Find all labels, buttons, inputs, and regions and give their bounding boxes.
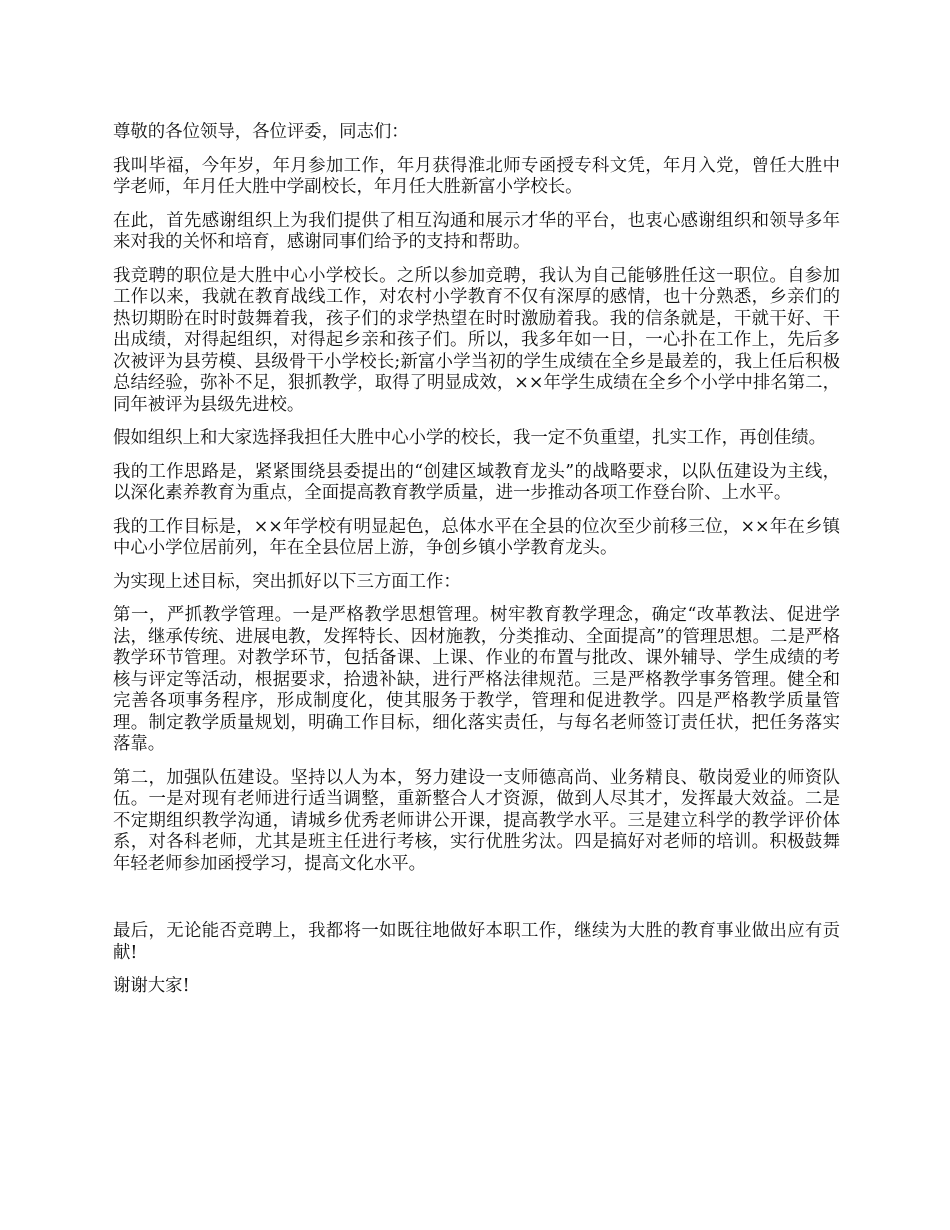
paragraph-teaching-management: 第一，严抓教学管理。一是严格教学思想管理。树牢教育教学理念，确定“改革教法、促进学法，继承传统、进展电教，发挥特长、因材施教，分类推动、全面提高”的管理思想。二是严格教学环节管理。对教学环节，包括备课、上课、作业的布置与批改、课外辅导、学生成绩的考核与评定等活动，根据要求，拾遗补缺，进行严格法律规范。三是严格教学事务管理。健全和完善各项事务程序，形成制度化，使其服务于教学，管理和促进教学。四是严格教学质量管理。制定教学质量规划，明确工作目标，细化落实责任，与每名老师签订责任状，把任务落实落靠。 [113,605,840,754]
paragraph-work-goals: 我的工作目标是，××年学校有明显起色，总体水平在全县的位次至少前移三位，××年在乡镇中心小学位居前列，年在全县位居上游，争创乡镇小学教育龙头。 [113,516,840,558]
blank-gap [113,887,840,921]
paragraph-closing: 最后，无论能否竞聘上，我都将一如既往地做好本职工作，继续为大胜的教育事业做出应有贡献! [113,921,840,963]
paragraph-self-introduction: 我叫毕福，今年岁，年月参加工作，年月获得淮北师专函授专科文凭，年月入党，曾任大胜中学老师，年月任大胜中学副校长，年月任大胜新富小学校长。 [113,155,840,197]
paragraph-work-approach: 我的工作思路是，紧紧围绕县委提出的“创建区域教育龙头”的战略要求，以队伍建设为主线，以深化素养教育为重点，全面提高教育教学质量，进一步推动各项工作登台阶、上水平。 [113,461,840,503]
paragraph-thanks: 在此，首先感谢组织上为我们提供了相互沟通和展示才华的平台，也衷心感谢组织和领导多年来对我的关怀和培育，感谢同事们给予的支持和帮助。 [113,210,840,252]
paragraph-team-building: 第二，加强队伍建设。坚持以人为本，努力建设一支师德高尚、业务精良、敬岗爱业的师资队伍。一是对现有老师进行适当调整，重新整合人才资源，做到人尽其才，发挥最大效益。二是不定期组织教学沟通，请城乡优秀老师讲公开课，提高教学水平。三是建立科学的教学评价体系，对各科老师，尤其是班主任进行考核，实行优胜劣汰。四是搞好对老师的培训。积极鼓舞年轻老师参加函授学习，提高文化水平。 [113,767,840,874]
paragraph-focus-intro: 为实现上述目标，突出抓好以下三方面工作： [113,571,461,592]
paragraph-position: 我竞聘的职位是大胜中心小学校长。之所以参加竞聘，我认为自己能够胜任这一职位。自参加工作以来，我就在教育战线工作，对农村小学教育不仅有深厚的感情，也十分熟悉，乡亲们的热切期盼在时时鼓舞着我，孩子们的求学热望在时时激励着我。我的信条就是，干就干好、干出成绩，对得起组织，对得起乡亲和孩子们。所以，我多年如一日，一心扑在工作上，先后多次被评为县劳模、县级骨干小学校长;新富小学当初的学生成绩在全乡是最差的，我上任后积极总结经验，弥补不足，狠抓教学，取得了明显成效，××年学生成绩在全乡个小学中排名第二，同年被评为县级先进校。 [113,265,840,415]
paragraph-commitment: 假如组织上和大家选择我担任大胜中心小学的校长，我一定不负重望，扎实工作，再创佳绩。 [113,428,827,448]
document-body [113,122,840,1010]
paragraph-thank-you: 谢谢大家! [113,976,190,996]
salutation: 尊敬的各位领导，各位评委，同志们： [113,122,409,142]
